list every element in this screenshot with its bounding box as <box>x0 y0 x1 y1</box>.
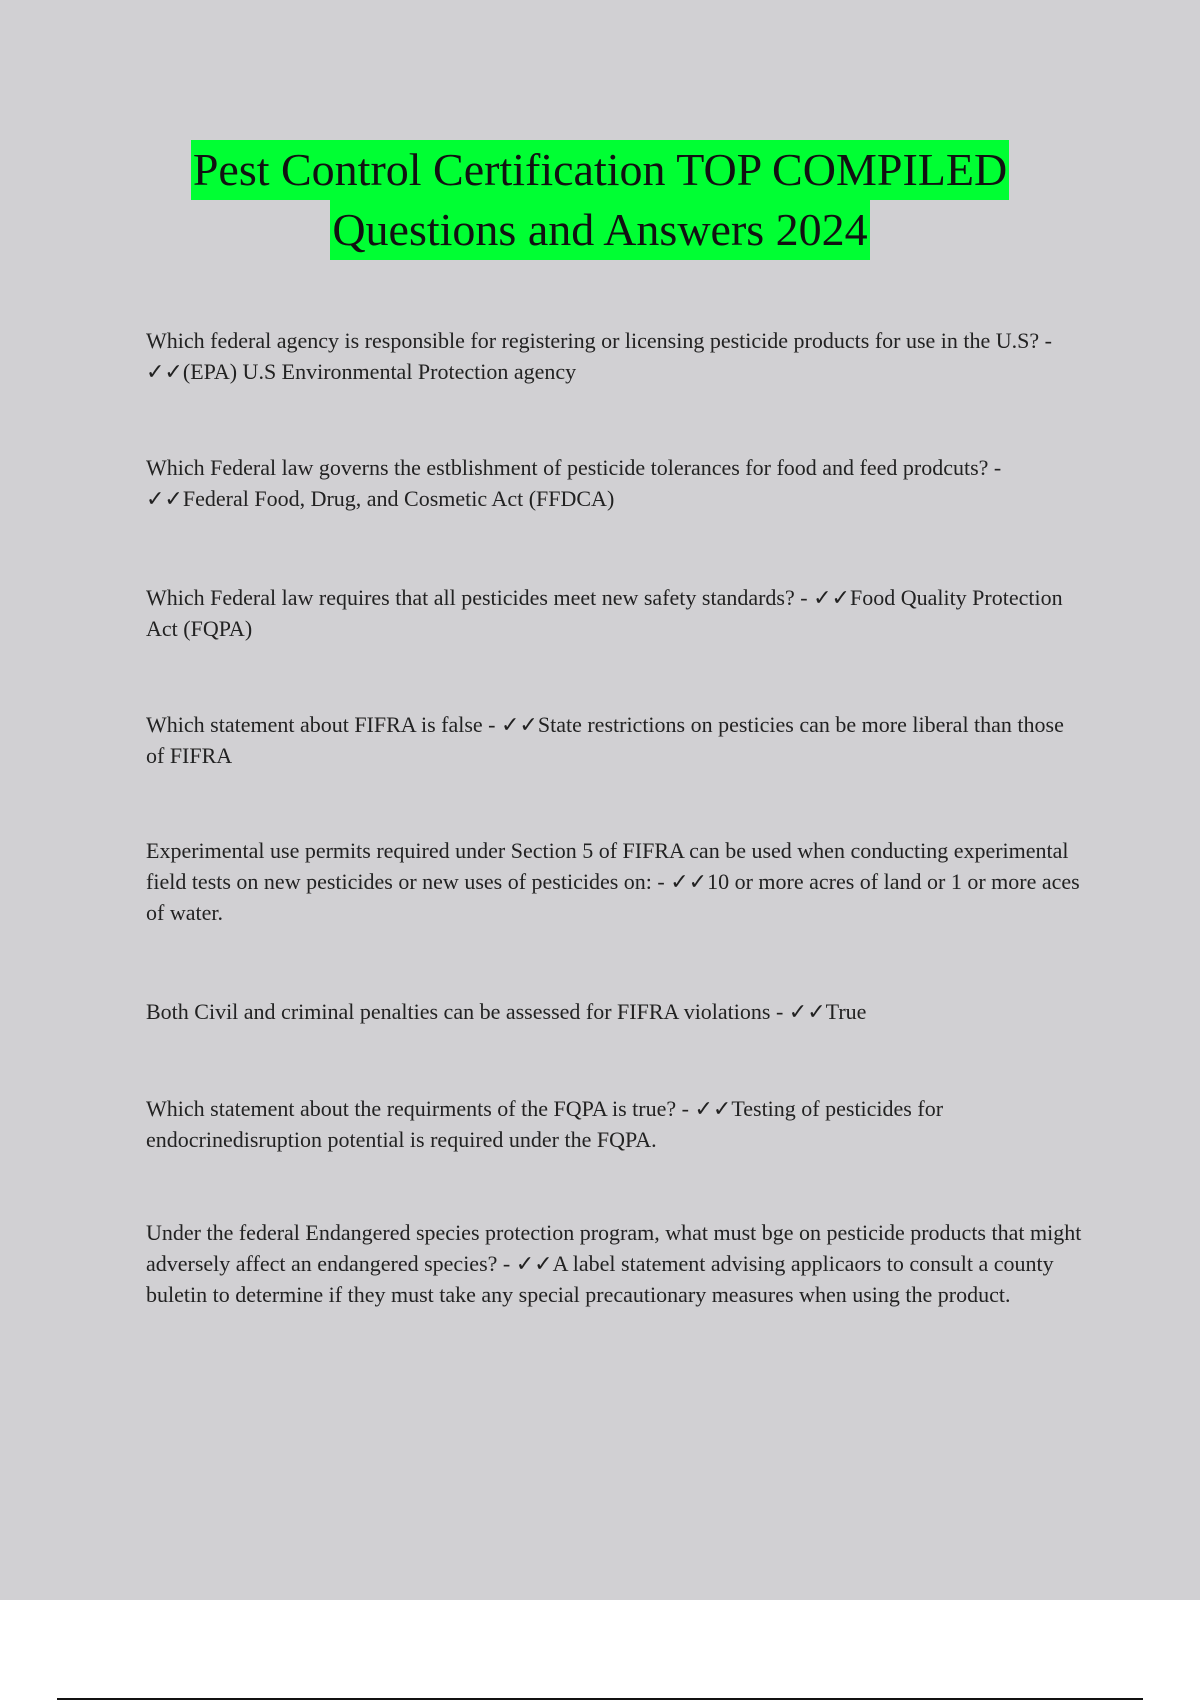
qa-item <box>146 835 1086 928</box>
question-text: Which Federal law governs the estblishment of pesticide tolerances for food and feed prodcuts? - <box>146 455 1002 480</box>
answer-text: ✓✓Food Quality Protection Act (FQPA) <box>146 585 1063 641</box>
qa-item <box>146 582 1086 644</box>
answer-text: ✓✓A label statement advising applicaors to consult a county buletin to determine if they must take any special precautionary measures when using the product. <box>146 1251 1054 1307</box>
question-text: Which statement about the requirments of the FQPA is true? - <box>146 1096 695 1121</box>
answer-text: ✓✓State restrictions on pesticies can be more liberal than those of FIFRA <box>146 712 1064 768</box>
question-text: Which Federal law requires that all pesticides meet new safety standards? - <box>146 585 814 610</box>
question-text: Which federal agency is responsible for registering or licensing pesticide products for use in the U.S? - <box>146 328 1052 353</box>
answer-text: ✓✓True <box>788 999 867 1024</box>
qa-item <box>146 1217 1086 1310</box>
answer-text: ✓✓10 or more acres of land or 1 or more aces of water. <box>146 869 1080 925</box>
document-title <box>0 140 1200 260</box>
page-footer-band <box>0 1600 1200 1700</box>
qa-item <box>146 709 1086 771</box>
title-line-1: Pest Control Certification TOP COMPILED <box>191 140 1009 200</box>
answer-text: ✓✓Testing of pesticides for endocrinedisruption potential is required under the FQPA. <box>146 1096 944 1152</box>
question-text: Under the federal Endangered species protection program, what must bge on pesticide products that might adversely affect an endangered species? - <box>146 1220 1082 1276</box>
qa-item <box>146 452 1086 514</box>
answer-text: ✓✓(EPA) U.S Environmental Protection agency <box>146 359 577 384</box>
question-text: Which statement about FIFRA is false - <box>146 712 501 737</box>
qa-item <box>146 1093 1086 1155</box>
question-text: Experimental use permits required under Section 5 of FIFRA can be used when conducting experimental field tests on new pesticides or new uses of pesticides on: - <box>146 838 1069 894</box>
title-line-2: Questions and Answers 2024 <box>330 200 869 260</box>
answer-text: ✓✓Federal Food, Drug, and Cosmetic Act (FFDCA) <box>146 486 615 511</box>
question-text: Both Civil and criminal penalties can be assessed for FIFRA violations - <box>146 999 789 1024</box>
qa-item <box>146 996 1086 1027</box>
qa-item <box>146 325 1086 387</box>
